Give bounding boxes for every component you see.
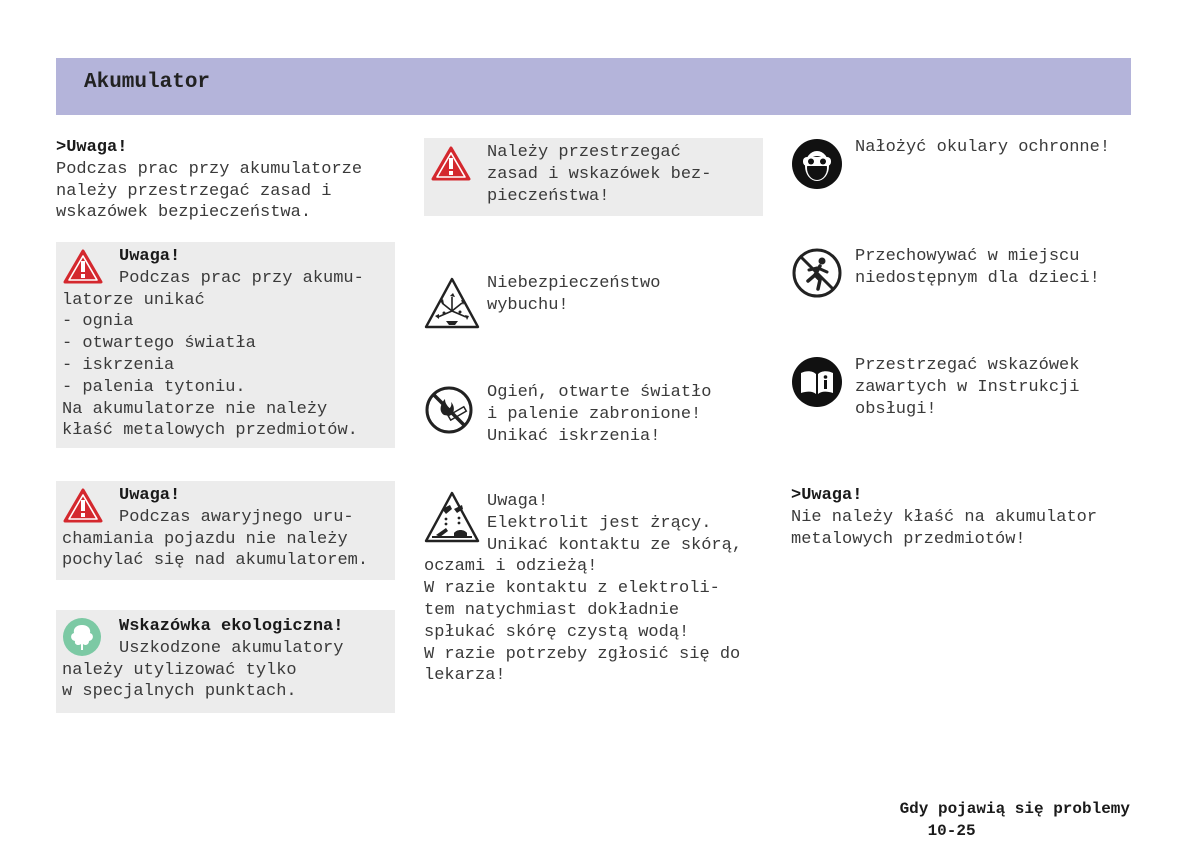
- text-line: Podczas awaryjnego uru-: [119, 507, 354, 527]
- text-line: niedostępnym dla dzieci!: [855, 268, 1100, 288]
- text-line: Podczas prac przy akumulatorze: [56, 159, 363, 179]
- text-line: Unikać kontaktu ze skórą,: [487, 535, 743, 555]
- warning-box-1: [56, 242, 395, 448]
- text-line: W razie kontaktu z elektroli-: [424, 579, 720, 599]
- text-line: - palenia tytoniu.: [62, 377, 246, 397]
- text-line: latorze unikać: [62, 290, 205, 310]
- text-line: - iskrzenia: [62, 355, 175, 375]
- text-line: pieczeństwa!: [487, 186, 610, 206]
- text-line: Przechowywać w miejscu: [855, 247, 1080, 266]
- text-line: Przestrzegać wskazówek: [855, 356, 1080, 375]
- text-line: - ognia: [62, 312, 134, 332]
- section-header: [56, 58, 1131, 115]
- text-line: tem natychmiast dokładnie: [424, 600, 680, 620]
- text-line: chamiania pojazdu nie należy: [62, 529, 348, 549]
- page-title: Akumulator: [84, 71, 211, 94]
- goggles-icon: [791, 138, 843, 190]
- text-line: i palenie zabronione!: [487, 404, 702, 424]
- manual-text: [855, 355, 1145, 420]
- read-manual-icon: [791, 356, 843, 408]
- text-line: pochylać się nad akumulatorem.: [62, 551, 369, 571]
- text-line: zawartych w Instrukcji: [855, 377, 1080, 397]
- text-line: Należy przestrzegać: [487, 143, 681, 162]
- note-heading: >Uwaga!: [791, 486, 863, 505]
- no-fire-icon: [424, 385, 474, 435]
- text-line: Ogień, otwarte światło: [487, 383, 712, 402]
- text-line: Unikać iskrzenia!: [487, 426, 661, 446]
- text-line: wybuchu!: [487, 295, 569, 315]
- footer-section-title: Gdy pojawią się problemy: [899, 799, 1130, 818]
- page-number: 10-25: [927, 821, 976, 840]
- text-line: Niebezpieczeństwo: [487, 274, 661, 293]
- text-line: Nałożyć okulary ochronne!: [855, 138, 1111, 157]
- explosion-hazard-icon: [424, 277, 480, 329]
- eco-title: Wskazówka ekologiczna!: [119, 617, 344, 636]
- text-line: Na akumulatorze nie należy: [62, 399, 328, 419]
- text-line: zasad i wskazówek bez-: [487, 164, 712, 184]
- warning-box-3: [424, 138, 763, 216]
- text-line: należy przestrzegać zasad i: [56, 181, 332, 201]
- note-heading: >Uwaga!: [56, 138, 128, 157]
- note-block-2: [791, 485, 1141, 550]
- text-line: Uwaga!: [487, 492, 549, 511]
- goggles-text: [855, 137, 1145, 159]
- text-line: lekarza!: [424, 666, 506, 686]
- warning-title: Uwaga!: [119, 486, 181, 505]
- text-line: wskazówek bezpieczeństwa.: [56, 203, 312, 223]
- page-footer: [880, 777, 1130, 842]
- text-line: Nie należy kłaść na akumulator: [791, 507, 1098, 527]
- eco-box: [56, 610, 395, 713]
- text-line: metalowych przedmiotów!: [791, 529, 1026, 549]
- warning-triangle-icon: [431, 146, 471, 182]
- explosion-text: [487, 273, 763, 317]
- text-line: obsługi!: [855, 399, 937, 419]
- text-line: Elektrolit jest żrący.: [487, 513, 712, 533]
- keep-away-from-children-icon: [791, 247, 843, 299]
- warning-box-2: [56, 481, 395, 580]
- warning-title: Uwaga!: [119, 247, 181, 266]
- text-line: spłukać skórę czystą wodą!: [424, 622, 690, 642]
- text-line: Podczas prac przy akumu-: [119, 268, 364, 288]
- text-line: - otwartego światła: [62, 334, 256, 354]
- text-line: należy utylizować tylko: [62, 660, 297, 680]
- text-line: W razie potrzeby zgłosić się do: [424, 644, 741, 664]
- note-block-1: [56, 137, 396, 224]
- text-line: oczami i odzieżą!: [424, 557, 598, 577]
- text-line: Uszkodzone akumulatory: [119, 638, 344, 658]
- text-line: w specjalnych punktach.: [62, 682, 297, 702]
- text-line: kłaść metalowych przedmiotów.: [62, 421, 358, 441]
- children-text: [855, 246, 1145, 290]
- fire-text: [487, 382, 763, 447]
- acid-text: [424, 491, 769, 687]
